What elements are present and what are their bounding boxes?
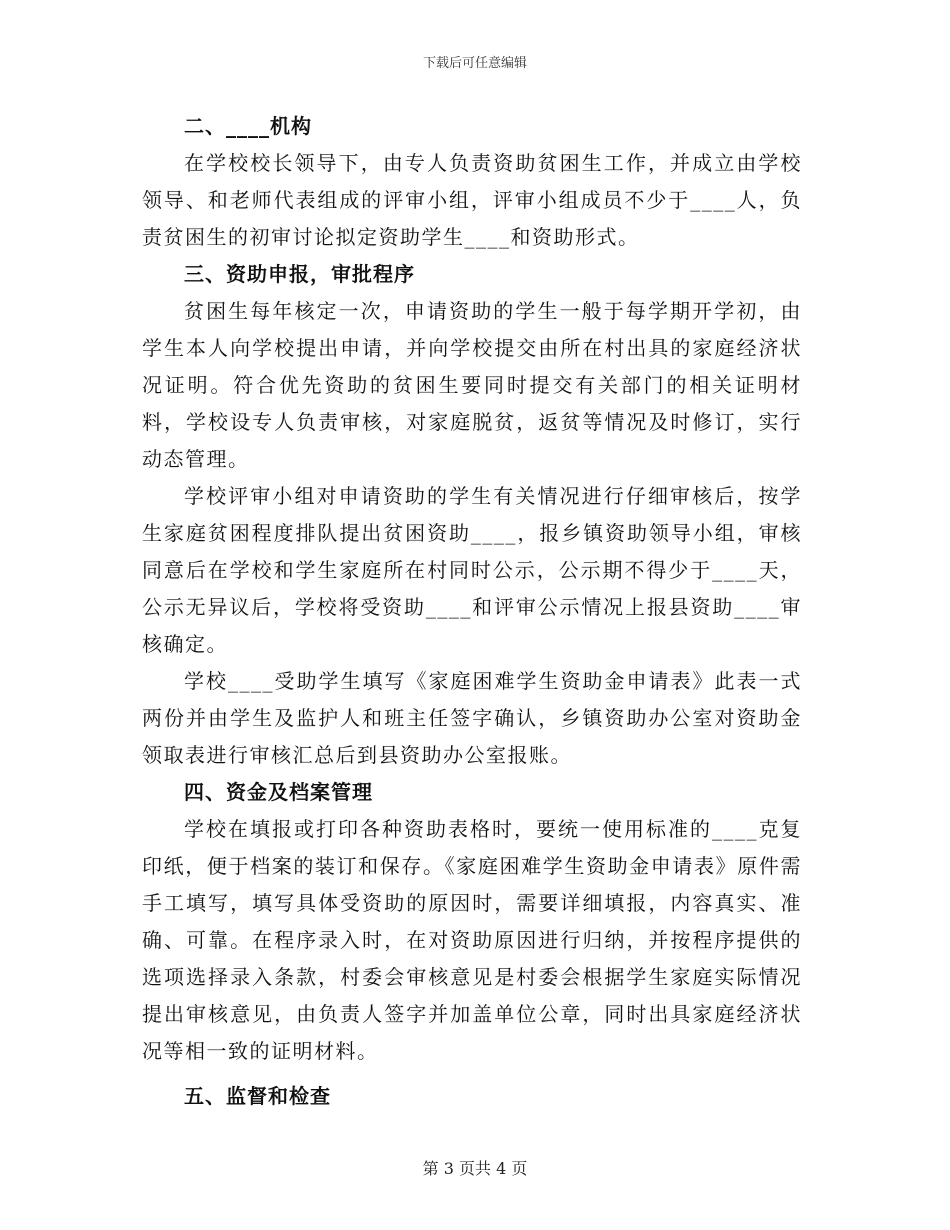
paragraph-review: 学校评审小组对申请资助的学生有关情况进行仔细审核后，按学生家庭贫困程度排队提出贫困资助____，报乡镇资助领导小组，审核同意后在学校和学生家庭所在村同时公示，公示期不得少于____天，公示无异议后，学校将受资助____和评审公示情况上报县资助____审核确定。 bbox=[142, 484, 802, 656]
document-body bbox=[142, 108, 802, 1115]
section-heading-funds-archives: 四、资金及档案管理 bbox=[184, 780, 373, 804]
section-heading-application-procedure: 三、资助申报，审批程序 bbox=[184, 262, 415, 286]
section-heading-organization: 二、____机构 bbox=[184, 114, 312, 138]
section-heading-supervision: 五、监督和检查 bbox=[184, 1084, 331, 1108]
paragraph-archives: 学校在填报或打印各种资助表格时，要统一使用标准的____克复印纸，便于档案的装订和保存。《家庭困难学生资助金申请表》原件需手工填写，填写具体受资助的原因时，需要详细填报，内容真实、准确、可靠。在程序录入时，在对资助原因进行归纳，并按程序提供的选项选择录入条款，村委会审核意见是村委会根据学生家庭实际情况提出审核意见，由负责人签字并加盖单位公章，同时出具家庭经济状况等相一致的证明材料。 bbox=[142, 817, 802, 1063]
page-header-note: 下载后可任意编辑 bbox=[422, 56, 527, 71]
paragraph-application: 贫困生每年核定一次，申请资助的学生一般于每学期开学初，由学生本人向学校提出申请，并向学校提交由所在村出具的家庭经济状况证明。符合优先资助的贫困生要同时提交有关部门的相关证明材料，学校设专人负责审核，对家庭脱贫，返贫等情况及时修订，实行动态管理。 bbox=[142, 299, 802, 471]
paragraph-organization: 在学校校长领导下，由专人负责资助贫困生工作，并成立由学校领导、和老师代表组成的评审小组，评审小组成员不少于____人，负责贫困生的初审讨论拟定资助学生____和资助形式。 bbox=[142, 151, 802, 249]
paragraph-form-filling: 学校____受助学生填写《家庭困难学生资助金申请表》此表一式两份并由学生及监护人和班主任签字确认，乡镇资助办公室对资助金领取表进行审核汇总后到县资助办公室报账。 bbox=[142, 669, 802, 767]
page-number-indicator: 第 3 页共 4 页 bbox=[422, 1159, 528, 1178]
